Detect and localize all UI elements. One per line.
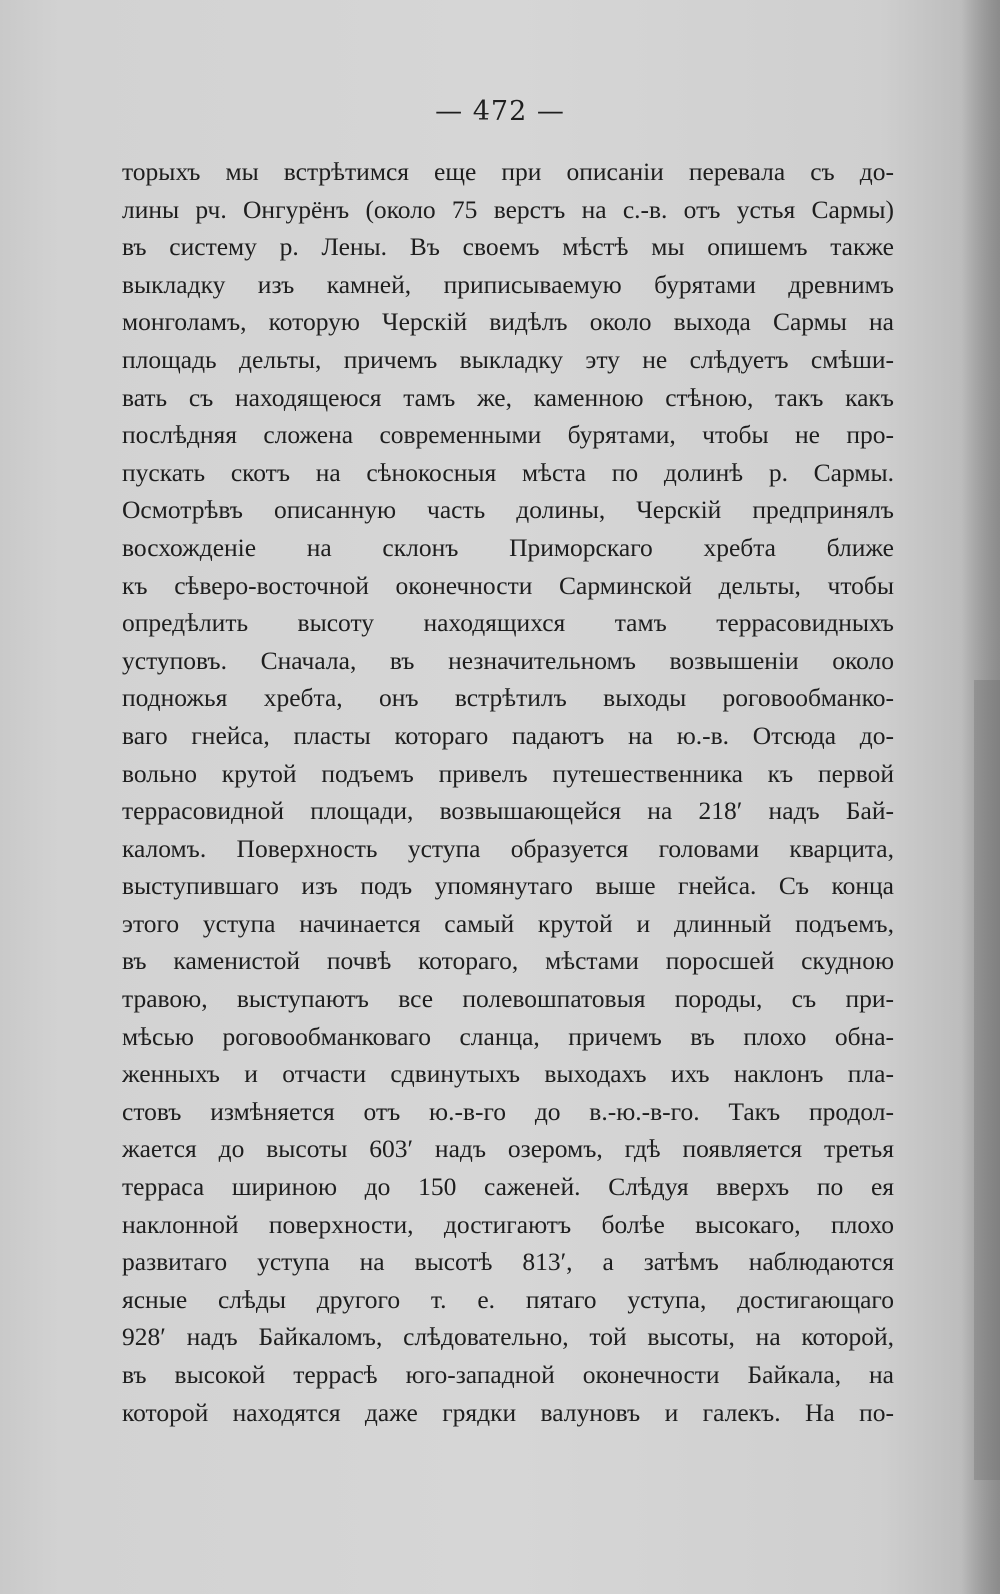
body-text — [122, 153, 894, 1431]
text-line: каломъ. Поверхность уступа образуется головами кварцита, — [122, 833, 894, 863]
text-line: Осмотрѣвъ описанную часть долины, Черскій предпринялъ — [122, 495, 894, 525]
text-line: подножья хребта, онъ встрѣтилъ выходы роговообманко- — [122, 683, 894, 713]
text-line: восхожденіе на склонъ Приморскаго хребта ближе — [122, 532, 894, 562]
text-line: послѣдняя сложена современными бурятами, чтобы не про- — [122, 420, 894, 450]
text-line: лины рч. Онгурёнъ (около 75 верстъ на с.-в. отъ устья Сармы) — [122, 194, 894, 224]
text-line: которой находятся даже грядки валуновъ и галекъ. На по- — [122, 1397, 894, 1427]
text-line: этого уступа начинается самый крутой и длинный подъемъ, — [122, 908, 894, 938]
text-line: развитаго уступа на высотѣ 813′, а затѣмъ наблюдаются — [122, 1247, 894, 1277]
text-line: ясные слѣды другого т. е. пятаго уступа, достигающаго — [122, 1284, 894, 1314]
text-line: выкладку изъ камней, приписываемую бурятами древнимъ — [122, 269, 894, 299]
text-line: вольно крутой подъемъ привелъ путешественника къ первой — [122, 758, 894, 788]
text-line: въ каменистой почвѣ котораго, мѣстами поросшей скудною — [122, 946, 894, 976]
text-line: къ сѣверо-восточной оконечности Сарминской дельты, чтобы — [122, 570, 894, 600]
text-line: въ высокой террасѣ юго-западной оконечности Байкала, на — [122, 1360, 894, 1389]
text-line: монголамъ, которую Черскій видѣлъ около выхода Сармы на — [122, 307, 894, 337]
text-line: 928′ надъ Байкаломъ, слѣдовательно, той высоты, на которой, — [122, 1322, 894, 1352]
page-edge-band — [974, 680, 1000, 1480]
text-line: мѣсью роговообманковаго сланца, причемъ въ плохо обна- — [122, 1021, 894, 1051]
text-line: въ систему р. Лены. Въ своемъ мѣстѣ мы опишемъ также — [122, 232, 894, 262]
text-line: травою, выступаютъ все полевошпатовыя породы, съ при- — [122, 984, 894, 1014]
text-line: женныхъ и отчасти сдвинутыхъ выходахъ ихъ наклонъ пла- — [122, 1059, 894, 1089]
text-line: наклонной поверхности, достигаютъ болѣе высокаго, плохо — [122, 1209, 894, 1239]
text-line: террасовидной площади, возвышающейся на 218′ надъ Бай- — [122, 796, 894, 826]
text-line: пускать скотъ на сѣнокосныя мѣста по долинѣ р. Сармы. — [122, 457, 894, 487]
text-line: стовъ измѣняется отъ ю.-в-го до в.-ю.-в-го. Такъ продол- — [122, 1096, 894, 1126]
text-line: вать съ находящеюся тамъ же, каменною стѣною, такъ какъ — [122, 382, 894, 412]
text-line: торыхъ мы встрѣтимся еще при описаніи перевала съ до- — [122, 157, 894, 186]
page-number: — 472 — — [435, 96, 565, 127]
text-line: площадь дельты, причемъ выкладку эту не слѣдуетъ смѣши- — [122, 344, 894, 374]
text-line: уступовъ. Сначала, въ незначительномъ возвышеніи около — [122, 645, 894, 675]
text-line: ваго гнейса, пласты котораго падаютъ на ю.-в. Отсюда до- — [122, 720, 894, 750]
text-line: жается до высоты 603′ надъ озеромъ, гдѣ появляется третья — [122, 1134, 894, 1164]
text-line: опредѣлить высоту находящихся тамъ террасовидныхъ — [122, 608, 894, 638]
text-line: выступившаго изъ подъ упомянутаго выше гнейса. Съ конца — [122, 871, 894, 901]
text-line: терраса шириною до 150 саженей. Слѣдуя вверхъ по ея — [122, 1172, 894, 1202]
